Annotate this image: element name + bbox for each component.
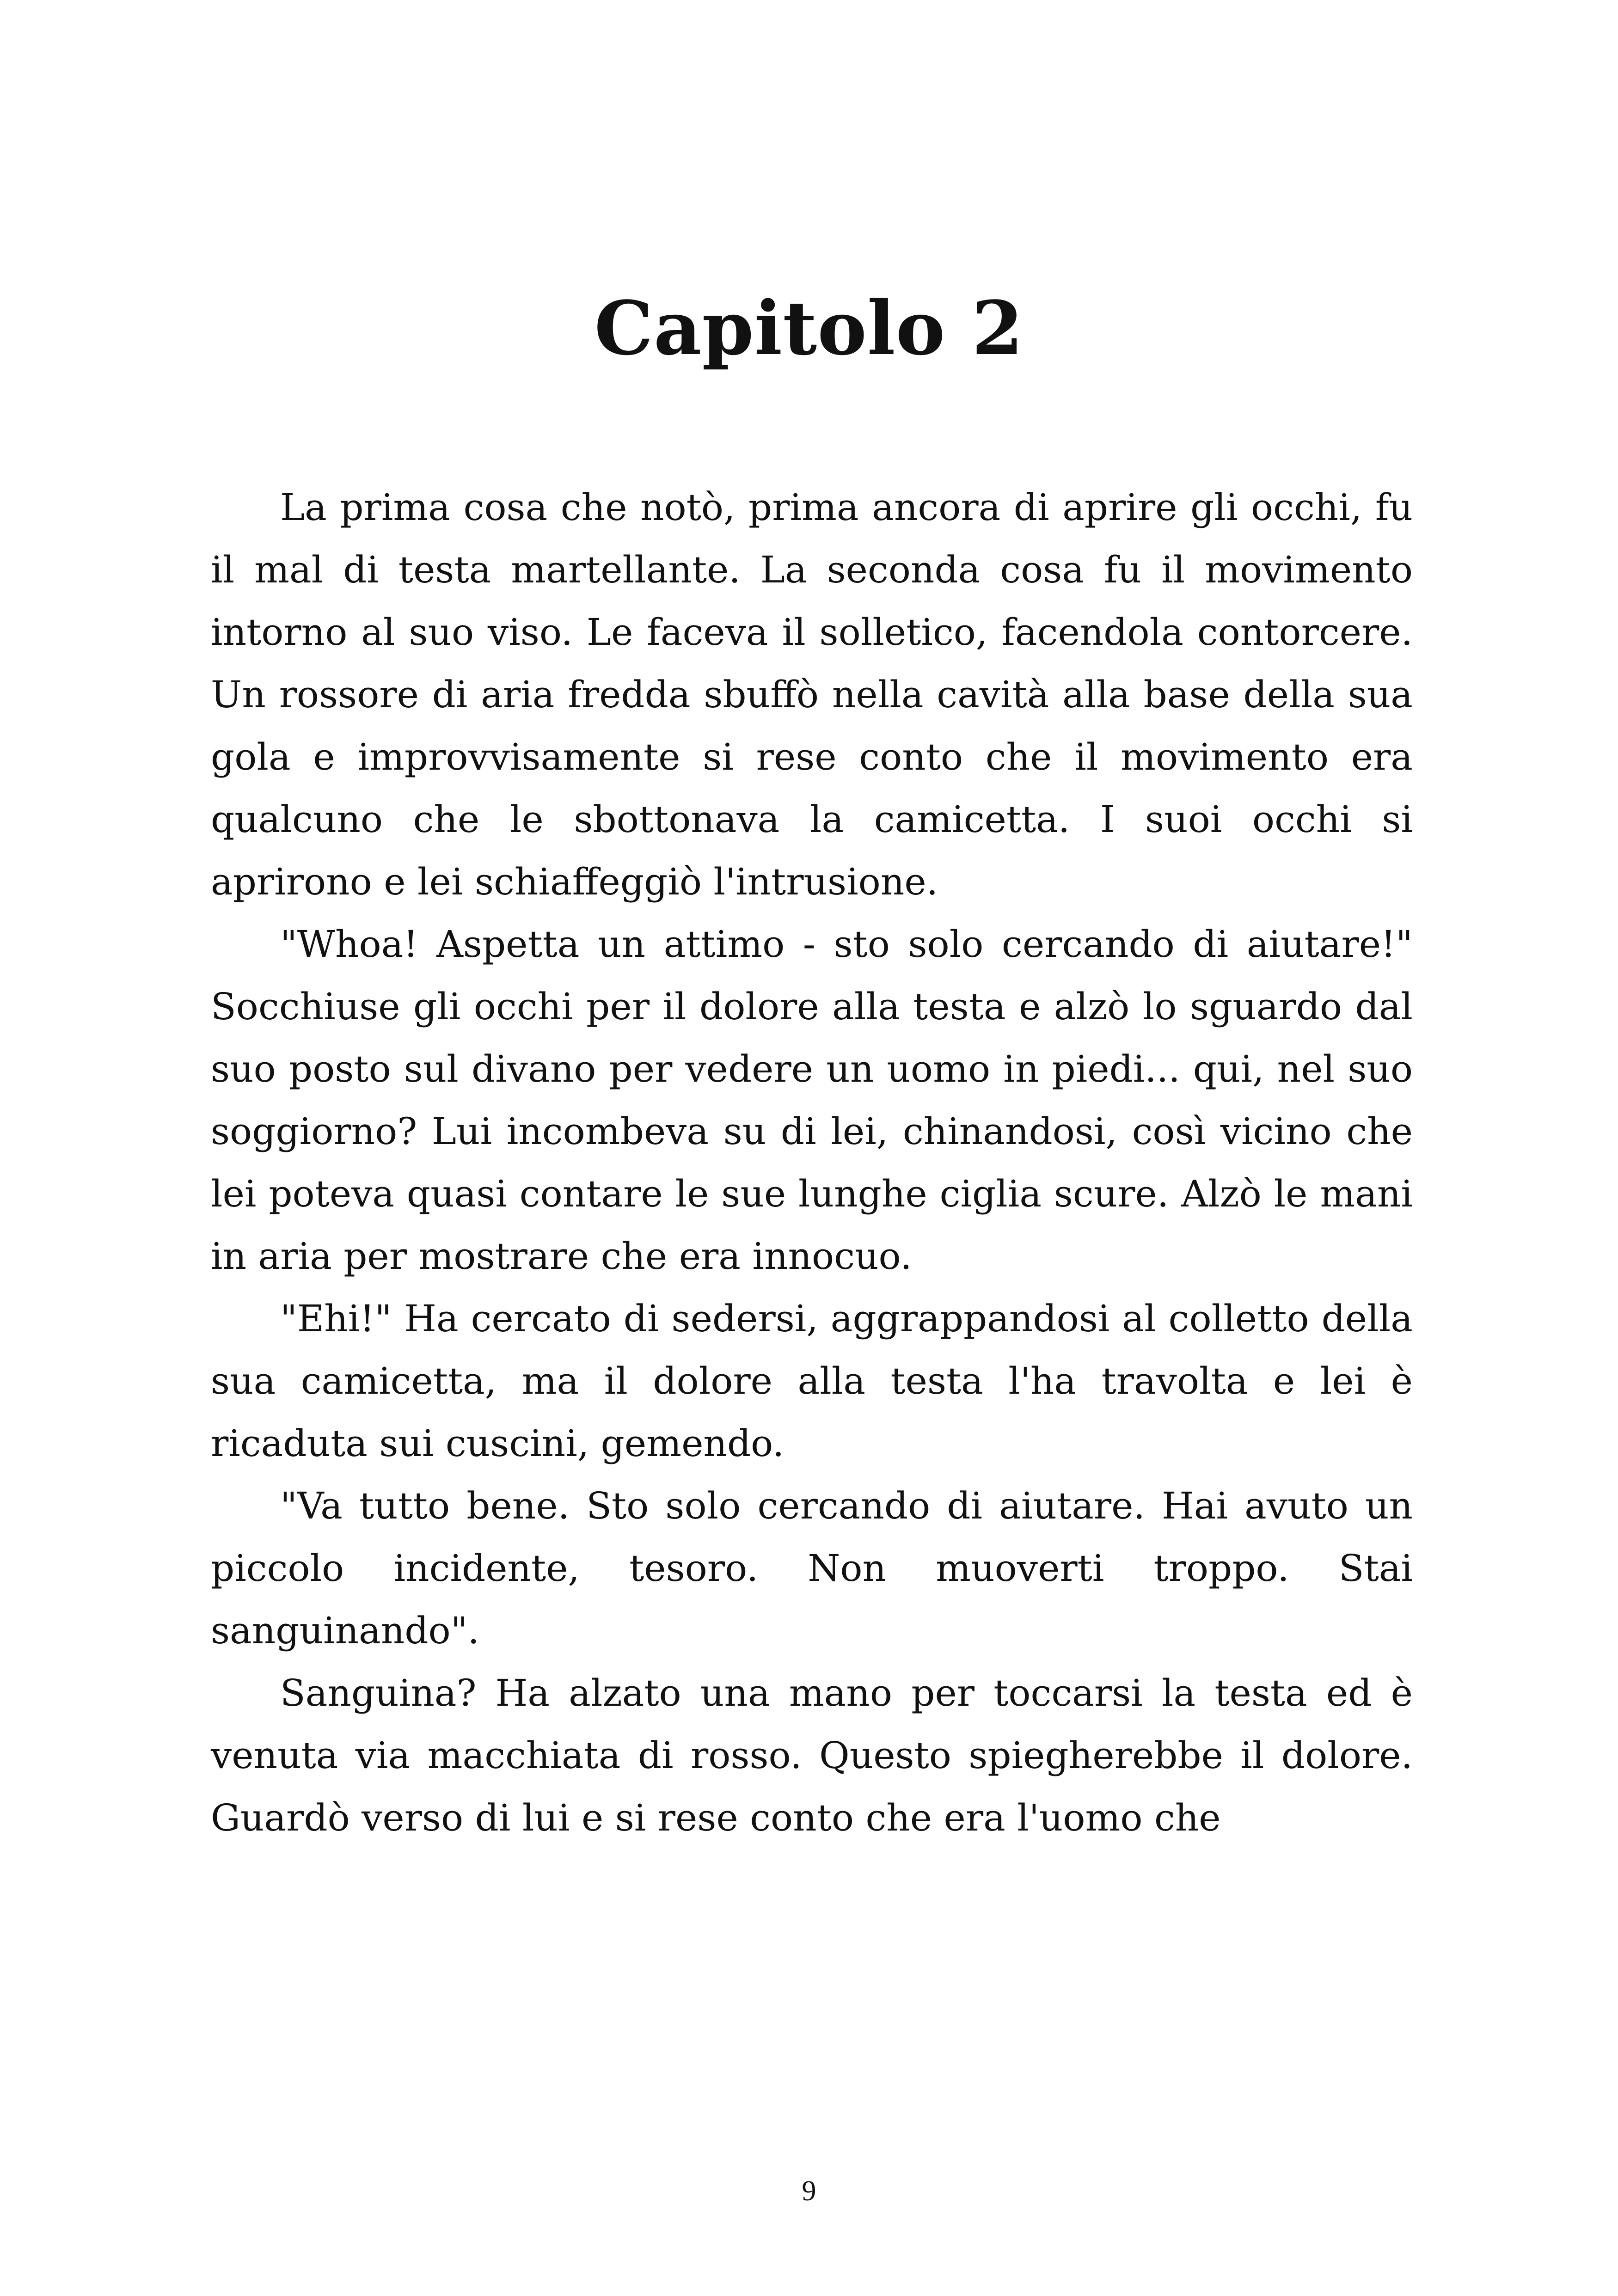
chapter-body — [211, 476, 1413, 1849]
paragraph: "Whoa! Aspetta un attimo - sto solo cercando di aiutare!" Socchiuse gli occhi per il dolore alla testa e alzò lo sguardo dal suo posto sul divano per vedere un uomo in piedi... qui, nel suo soggiorno? Lui incombeva su di lei, chinandosi, così vicino che lei poteva quasi contare le sue lunghe ciglia scure. Alzò le mani in aria per mostrare che era innocuo. — [211, 923, 1413, 1278]
paragraph: La prima cosa che notò, prima ancora di aprire gli occhi, fu il mal di testa martellante. La seconda cosa fu il movimento intorno al suo viso. Le faceva il solletico, facendola contorcere. Un rossore di aria fredda sbuffò nella cavità alla base della sua gola e improvvisamente si rese conto che il movimento era qualcuno che le sbottonava la camicetta. I suoi occhi si aprirono e lei schiaffeggiò l'intrusione. — [211, 486, 1413, 903]
paragraph: "Va tutto bene. Sto solo cercando di aiutare. Hai avuto un piccolo incidente, tesoro. Non muoverti troppo. Stai sanguinando". — [211, 1484, 1413, 1652]
page-number: 9 — [802, 2175, 816, 2207]
chapter-title: Capitolo 2 — [594, 285, 1024, 372]
paragraph: Sanguina? Ha alzato una mano per toccarsi la testa ed è venuta via macchiata di rosso. Questo spiegherebbe il dolore. Guardò verso di lui e si rese conto che era l'uomo che — [211, 1671, 1413, 1839]
paragraph: "Ehi!" Ha cercato di sedersi, aggrappandosi al colletto della sua camicetta, ma il dolore alla testa l'ha travolta e lei è ricaduta sui cuscini, gemendo. — [211, 1297, 1413, 1465]
